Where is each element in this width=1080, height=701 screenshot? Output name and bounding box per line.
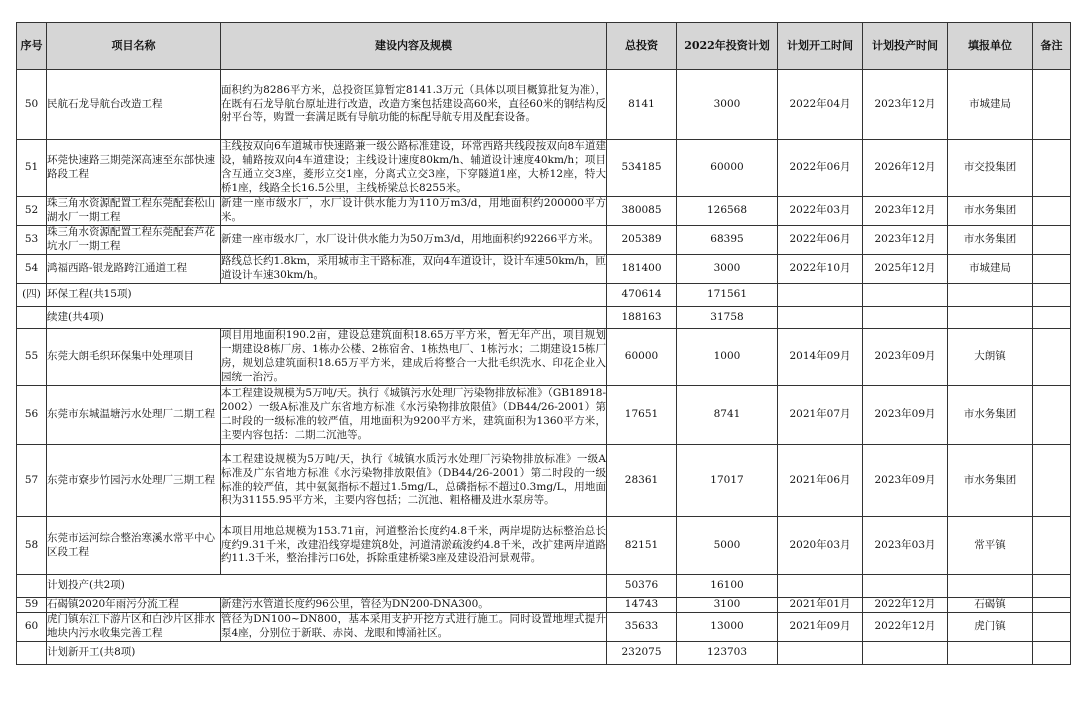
start-time: 2022年06月 (778, 140, 863, 197)
reporting-unit: 市城建局 (948, 70, 1033, 140)
project-name: 东莞大朗毛织环保集中处理项目 (47, 329, 221, 386)
table-row (17, 255, 1071, 284)
table-row (17, 226, 1071, 255)
plan-2022: 8741 (677, 386, 778, 445)
reporting-unit: 石碣镇 (948, 598, 1033, 613)
remark (1033, 517, 1071, 575)
row-no: 55 (17, 329, 47, 386)
row-no: 59 (17, 598, 47, 613)
project-name: 石碣镇2020年雨污分流工程 (47, 598, 221, 613)
section-title: 环保工程(共15项) (47, 284, 607, 307)
section-plan-2022: 123703 (677, 642, 778, 665)
col-header-start: 计划开工时间 (778, 23, 863, 70)
production-time: 2022年12月 (863, 613, 948, 642)
row-no: 60 (17, 613, 47, 642)
row-no: 57 (17, 445, 47, 517)
row-no: 51 (17, 140, 47, 197)
plan-2022: 60000 (677, 140, 778, 197)
start-time: 2022年04月 (778, 70, 863, 140)
start-time: 2021年09月 (778, 613, 863, 642)
total-investment: 534185 (607, 140, 677, 197)
project-content: 新建一座市级水厂，水厂设计供水能力为50万m3/d，用地面积约92266平方米。 (221, 226, 607, 255)
project-content: 新建一座市级水厂，水厂设计供水能力为110万m3/d，用地面积约200000平方米。 (221, 197, 607, 226)
table-row (17, 613, 1071, 642)
reporting-unit: 市城建局 (948, 255, 1033, 284)
project-content: 管径为DN100~DN800，基本采用支护开挖方式进行施工。同时设置地埋式提升泵4座，分别位于新联、赤岗、龙眼和博涌社区。 (221, 613, 607, 642)
table-row (17, 386, 1071, 445)
remark (1033, 386, 1071, 445)
reporting-unit: 市水务集团 (948, 197, 1033, 226)
project-name: 环莞快速路三期莞深高速至东部快速路段工程 (47, 140, 221, 197)
table-row (17, 197, 1071, 226)
section-row (17, 642, 1071, 665)
table-row (17, 329, 1071, 386)
project-name: 东莞市东城温塘污水处理厂二期工程 (47, 386, 221, 445)
start-time: 2022年03月 (778, 197, 863, 226)
section-no (17, 642, 47, 665)
total-investment: 35633 (607, 613, 677, 642)
col-header-unit: 填报单位 (948, 23, 1033, 70)
project-content: 面积约为8286平方米，总投资匡算暂定8141.3万元（具体以项目概算批复为准），在既有石龙导航台原址进行改造，改造方案包括建设高60米，直径60米的钢结构反射平台等，购置一套满足既有导航功能的标配导航专用及配套设备。 (221, 70, 607, 140)
project-table (16, 22, 1071, 665)
project-name: 民航石龙导航台改造工程 (47, 70, 221, 140)
row-no: 50 (17, 70, 47, 140)
col-header-name: 项目名称 (47, 23, 221, 70)
plan-2022: 3100 (677, 598, 778, 613)
section-row (17, 284, 1071, 307)
section-total: 470614 (607, 284, 677, 307)
section-total: 232075 (607, 642, 677, 665)
production-time: 2023年12月 (863, 226, 948, 255)
table-row (17, 445, 1071, 517)
plan-2022: 13000 (677, 613, 778, 642)
total-investment: 17651 (607, 386, 677, 445)
production-time: 2023年03月 (863, 517, 948, 575)
project-content: 路线总长约1.8km，采用城市主干路标准，双向4车道设计，设计车速50km/h，匝道设计车速30km/h。 (221, 255, 607, 284)
col-header-remark: 备注 (1033, 23, 1071, 70)
table-row (17, 140, 1071, 197)
row-no: 58 (17, 517, 47, 575)
production-time: 2023年12月 (863, 197, 948, 226)
project-content: 新建污水管道长度约96公里，管径为DN200-DNA300。 (221, 598, 607, 613)
col-header-content: 建设内容及规模 (221, 23, 607, 70)
section-plan-2022: 171561 (677, 284, 778, 307)
production-time: 2025年12月 (863, 255, 948, 284)
table-row (17, 70, 1071, 140)
section-no (17, 575, 47, 598)
remark (1033, 445, 1071, 517)
project-name: 珠三角水资源配置工程东莞配套芦花坑水厂一期工程 (47, 226, 221, 255)
total-investment: 8141 (607, 70, 677, 140)
col-header-total: 总投资 (607, 23, 677, 70)
project-content: 本项目用地总规模为153.71亩，河道整治长度约4.8千米，两岸堤防达标整治总长度约9.31千米，改建沿线穿堤建筑8处，河道清淤疏浚约4.8千米，改扩建两岸道路约11.3千米，整治排污口6处，拆除重建桥梁3座及建设沿河景观带。 (221, 517, 607, 575)
plan-2022: 68395 (677, 226, 778, 255)
total-investment: 181400 (607, 255, 677, 284)
total-investment: 14743 (607, 598, 677, 613)
col-header-production: 计划投产时间 (863, 23, 948, 70)
reporting-unit: 虎门镇 (948, 613, 1033, 642)
section-no (17, 307, 47, 329)
reporting-unit: 市水务集团 (948, 386, 1033, 445)
production-time: 2023年12月 (863, 70, 948, 140)
project-name: 东莞市运河综合整治寒溪水常平中心区段工程 (47, 517, 221, 575)
project-name: 鸿福西路-银龙路跨江通道工程 (47, 255, 221, 284)
section-title: 续建(共4项) (47, 307, 607, 329)
plan-2022: 1000 (677, 329, 778, 386)
table-row (17, 598, 1071, 613)
start-time: 2021年07月 (778, 386, 863, 445)
project-content: 本工程建设规模为5万吨/天。执行《城镇污水处理厂污染物排放标准》（GB18918-2002）一级A标准及广东省地方标准《水污染物排放限值》（DB44/26-2001）第二时段的一级标准的较严值，用地面积为9200平方米，建筑面积为1360平方米，主要内容包括：二期二沉池等。 (221, 386, 607, 445)
total-investment: 60000 (607, 329, 677, 386)
start-time: 2014年09月 (778, 329, 863, 386)
section-title: 计划新开工(共8项) (47, 642, 607, 665)
reporting-unit: 市交投集团 (948, 140, 1033, 197)
plan-2022: 3000 (677, 255, 778, 284)
total-investment: 28361 (607, 445, 677, 517)
section-plan-2022: 16100 (677, 575, 778, 598)
section-total: 50376 (607, 575, 677, 598)
reporting-unit: 市水务集团 (948, 226, 1033, 255)
reporting-unit: 市水务集团 (948, 445, 1033, 517)
section-row (17, 575, 1071, 598)
start-time: 2022年10月 (778, 255, 863, 284)
remark (1033, 613, 1071, 642)
remark (1033, 226, 1071, 255)
reporting-unit: 大朗镇 (948, 329, 1033, 386)
section-no: (四) (17, 284, 47, 307)
plan-2022: 126568 (677, 197, 778, 226)
plan-2022: 3000 (677, 70, 778, 140)
remark (1033, 598, 1071, 613)
plan-2022: 17017 (677, 445, 778, 517)
production-time: 2023年09月 (863, 329, 948, 386)
project-name: 虎门镇东江下游片区和白沙片区排水地块内污水收集完善工程 (47, 613, 221, 642)
total-investment: 205389 (607, 226, 677, 255)
row-no: 52 (17, 197, 47, 226)
section-row (17, 307, 1071, 329)
start-time: 2020年03月 (778, 517, 863, 575)
section-title: 计划投产(共2项) (47, 575, 607, 598)
production-time: 2023年09月 (863, 445, 948, 517)
project-content: 主线按双向6车道城市快速路兼一级公路标准建设，环常西路共线段按双向8车道建设，辅路按双向4车道建设；主线设计速度80km/h、辅道设计速度40km/h；项目含互通立交3座，菱形立交1座，分离式立交3座，下穿隧道1座，大桥12座，特大桥1座，线路全长16.5公里，主线桥梁总长8255米。 (221, 140, 607, 197)
start-time: 2021年01月 (778, 598, 863, 613)
remark (1033, 255, 1071, 284)
section-total: 188163 (607, 307, 677, 329)
table-header-row (17, 23, 1071, 70)
section-plan-2022: 31758 (677, 307, 778, 329)
project-name: 东莞市寮步竹园污水处理厂三期工程 (47, 445, 221, 517)
start-time: 2021年06月 (778, 445, 863, 517)
table-row (17, 517, 1071, 575)
project-content: 项目用地面积190.2亩，建设总建筑面积18.65万平方米，暂无年产出，项目规划一期建设8栋厂房、1栋办公楼、2栋宿舍、1栋热电厂、1栋污水；二期建设15栋厂房，规划总建筑面积18.65万平方米，建成后将整合一大批毛织洗水、印花企业入园统一治污。 (221, 329, 607, 386)
project-content: 本工程建设规模为5万吨/天，执行《城镇水质污水处理厂污染物排放标准》一级A标准及广东省地方标准《水污染物排放限值》（DB44/26-2001）第二时段的一级标准的较严值，其中氨氮指标不超过1.5mg/L，总磷指标不超过0.3mg/L，用地面积为31155.95平方米，主要内容包括；二沉池、粗格栅及进水泵房等。 (221, 445, 607, 517)
remark (1033, 197, 1071, 226)
remark (1033, 70, 1071, 140)
row-no: 53 (17, 226, 47, 255)
row-no: 54 (17, 255, 47, 284)
col-header-plan2022: 2022年投资计划 (677, 23, 778, 70)
plan-2022: 5000 (677, 517, 778, 575)
reporting-unit: 常平镇 (948, 517, 1033, 575)
production-time: 2022年12月 (863, 598, 948, 613)
total-investment: 82151 (607, 517, 677, 575)
production-time: 2023年09月 (863, 386, 948, 445)
start-time: 2022年06月 (778, 226, 863, 255)
remark (1033, 329, 1071, 386)
remark (1033, 140, 1071, 197)
row-no: 56 (17, 386, 47, 445)
col-header-no: 序号 (17, 23, 47, 70)
production-time: 2026年12月 (863, 140, 948, 197)
project-name: 珠三角水资源配置工程东莞配套松山湖水厂一期工程 (47, 197, 221, 226)
total-investment: 380085 (607, 197, 677, 226)
